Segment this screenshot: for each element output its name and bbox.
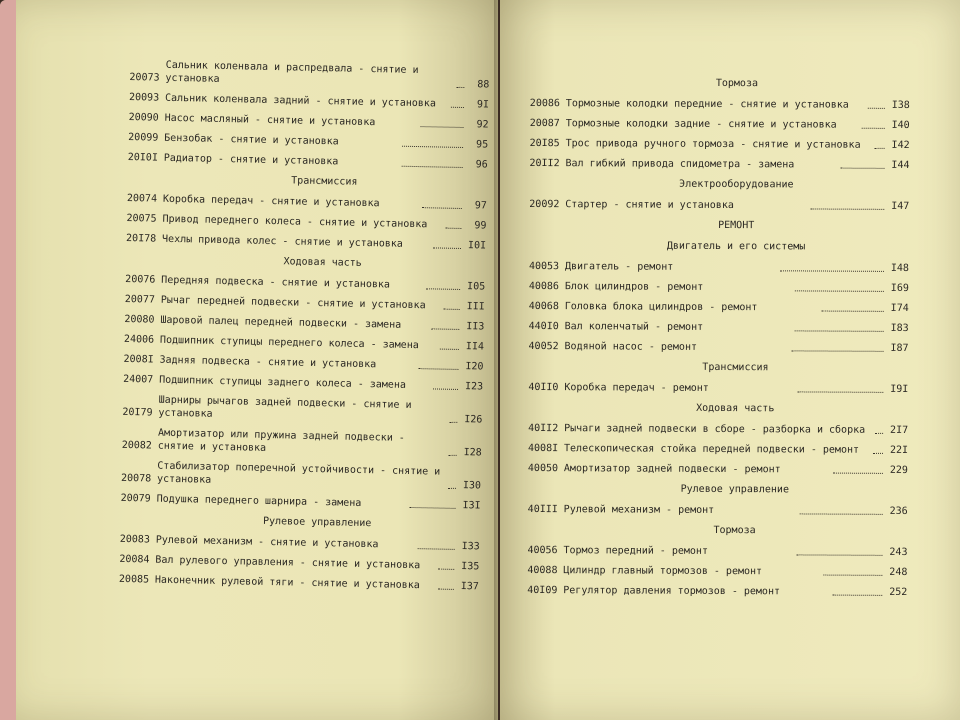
section-heading: Тормоза xyxy=(713,524,756,537)
toc-entry xyxy=(121,459,481,493)
toc-section xyxy=(119,512,480,594)
entry-page-number: 252 xyxy=(889,586,908,598)
toc-entry xyxy=(529,260,909,275)
entry-code: 40III xyxy=(527,503,558,516)
entry-page-number: III xyxy=(466,301,485,313)
leader-dots xyxy=(449,422,457,423)
entry-title: Задняя подвеска - снятие и установка xyxy=(159,354,377,371)
entry-page-number: 96 xyxy=(475,159,488,171)
entry-page-number: I37 xyxy=(460,581,479,593)
entry-code: 40052 xyxy=(528,340,559,353)
toc-entry xyxy=(119,553,479,574)
entry-title: Блок цилиндров - ремонт xyxy=(564,281,704,293)
leader-dots xyxy=(795,330,884,331)
entry-title: Вал коленчатый - ремонт xyxy=(564,321,704,333)
leader-dots xyxy=(824,575,883,576)
entry-title: Стабилизатор поперечной устойчивости - снятие и установка xyxy=(156,460,447,486)
leader-dots xyxy=(422,207,462,209)
leader-dots xyxy=(448,488,456,489)
entry-page-number: I40 xyxy=(891,119,910,131)
right-toc xyxy=(527,70,910,606)
leader-dots xyxy=(874,148,885,149)
leader-dots xyxy=(798,391,884,392)
entry-code: 20074 xyxy=(126,192,158,205)
entry-title: Сальник коленвала и распредвала - снятие и установка xyxy=(165,59,425,85)
entry-title: Головка блока цилиндров - ремонт xyxy=(564,301,758,314)
entry-code: 24007 xyxy=(123,373,154,386)
entry-code: 20I78 xyxy=(125,232,157,245)
entry-code: 40II0 xyxy=(528,381,559,394)
entry-page-number: I83 xyxy=(890,322,909,334)
toc-entry xyxy=(126,232,486,253)
section-heading: Ходовая часть xyxy=(696,402,775,415)
toc-entry xyxy=(528,503,908,518)
entry-title: Подушка переднего шарнира - замена xyxy=(156,493,362,509)
entry-title: Вал рулевого управления - снятие и установка xyxy=(155,554,421,572)
left-toc xyxy=(119,52,490,600)
entry-title: Тормоз передний - ремонт xyxy=(563,545,709,557)
entry-title: Сальник коленвала задний - снятие и установка xyxy=(164,92,437,110)
section-heading: РЕМОНТ xyxy=(718,219,755,232)
leader-dots xyxy=(421,126,464,128)
entry-page-number: I05 xyxy=(466,281,486,293)
entry-title: Амортизатор задней подвески - ремонт xyxy=(563,463,781,476)
toc-section xyxy=(527,523,907,599)
entry-title: Подшипник ступицы заднего колеса - замена xyxy=(159,374,407,391)
entry-title: Подшипник ступицы переднего колеса - замена xyxy=(159,334,419,352)
leader-dots xyxy=(811,208,885,209)
entry-title: Радиатор - снятие и установка xyxy=(163,152,339,168)
leader-dots xyxy=(862,128,885,129)
entry-title: Рычаг передней подвески - снятие и установка xyxy=(160,294,426,312)
leader-dots xyxy=(432,328,460,330)
entry-code: 20093 xyxy=(128,91,160,104)
toc-section xyxy=(528,482,908,518)
toc-entry xyxy=(529,198,909,213)
leader-dots xyxy=(797,554,883,555)
leader-dots xyxy=(822,311,884,312)
entry-code: 20II2 xyxy=(529,157,560,170)
entry-code: 20080 xyxy=(124,313,155,326)
entry-code: 40068 xyxy=(528,300,559,313)
toc-entry xyxy=(125,273,485,294)
entry-code: 440I0 xyxy=(528,320,559,333)
entry-title: Стартер - снятие и установка xyxy=(565,199,734,212)
entry-page-number: 92 xyxy=(476,119,489,131)
entry-code: 20073 xyxy=(129,71,160,84)
toc-entry xyxy=(530,137,910,152)
toc-entry xyxy=(128,151,488,172)
entry-code: 20083 xyxy=(119,533,151,546)
entry-title: Коробка передач - ремонт xyxy=(564,382,709,394)
entry-title: Коробка передач - снятие и установка xyxy=(162,193,380,210)
entry-code: 20082 xyxy=(121,439,152,452)
leader-dots xyxy=(792,350,884,351)
toc-section xyxy=(128,58,490,172)
toc-entry xyxy=(124,333,484,354)
toc-entry xyxy=(121,492,481,513)
entry-page-number: 88 xyxy=(477,79,490,91)
entry-code: 40I09 xyxy=(527,584,558,597)
entry-title: Телескопическая стойка передней подвески - ремонт xyxy=(563,443,860,456)
entry-page-number: I44 xyxy=(891,159,910,171)
entry-title: Рулевой механизм - снятие и установка xyxy=(155,534,379,551)
section-heading: Трансмиссия xyxy=(702,361,769,374)
toc-entry xyxy=(128,131,488,152)
toc-section xyxy=(529,177,909,213)
entry-title: Вал гибкий привода спидометра - замена xyxy=(565,158,795,171)
toc-section xyxy=(528,401,908,477)
leader-dots xyxy=(402,146,463,148)
entry-title: Привод переднего колеса - снятие и установка xyxy=(162,213,428,231)
entry-page-number: I9I xyxy=(890,383,909,395)
entry-title: Рулевой механизм - ремонт xyxy=(563,504,715,516)
toc-entry xyxy=(122,426,482,460)
toc-section xyxy=(126,171,487,253)
leader-dots xyxy=(780,270,884,272)
entry-code: 20075 xyxy=(126,212,157,225)
entry-code: 20087 xyxy=(529,117,560,130)
entry-title: Тормозные колодки передние - снятие и установка xyxy=(565,98,849,111)
entry-page-number: I74 xyxy=(890,302,909,314)
toc-entry xyxy=(529,300,909,315)
entry-page-number: 243 xyxy=(889,546,908,558)
toc-section xyxy=(529,76,909,172)
entry-page-number: II4 xyxy=(465,341,485,353)
entry-page-number: 248 xyxy=(889,566,908,578)
leader-dots xyxy=(433,247,461,249)
leader-dots xyxy=(800,513,883,514)
entry-title: Шарниры рычагов задней подвески - снятие и установка xyxy=(158,394,418,420)
toc-entry xyxy=(129,91,489,112)
section-heading: Электрооборудование xyxy=(679,178,794,191)
entry-page-number: I20 xyxy=(465,361,484,373)
entry-code: 2008I xyxy=(123,353,154,366)
entry-title: Передняя подвеска - снятие и установка xyxy=(161,274,391,291)
entry-page-number: 236 xyxy=(889,505,908,517)
toc-entry xyxy=(120,533,480,554)
entry-code: 4008I xyxy=(527,442,559,455)
entry-code: 40II2 xyxy=(528,422,559,435)
leader-dots xyxy=(410,507,456,509)
entry-title: Водяной насос - ремонт xyxy=(564,341,698,353)
entry-title: Амортизатор или пружина задней подвески - снятие и установка xyxy=(157,427,411,454)
entry-code: 40088 xyxy=(527,564,558,577)
entry-code: 24006 xyxy=(123,333,155,346)
toc-entry xyxy=(123,373,483,394)
leader-dots xyxy=(402,166,463,168)
leader-dots xyxy=(833,473,883,474)
entry-code: 40056 xyxy=(527,544,558,557)
entry-code: 20079 xyxy=(120,492,151,505)
toc-entry xyxy=(127,192,487,213)
leader-dots xyxy=(418,548,455,550)
toc-entry xyxy=(124,313,484,334)
entry-page-number: I0I xyxy=(467,240,487,252)
toc-entry xyxy=(527,544,907,559)
toc-entry xyxy=(128,111,488,132)
leader-dots xyxy=(841,168,885,169)
entry-title: Тормозные колодки задние - снятие и установка xyxy=(565,118,837,131)
toc-entry xyxy=(530,97,910,112)
entry-code: 20I85 xyxy=(529,137,560,150)
toc-entry xyxy=(527,564,907,579)
leader-dots xyxy=(795,290,884,291)
entry-code: 40050 xyxy=(527,462,559,475)
toc-section xyxy=(529,239,910,355)
leader-dots xyxy=(439,569,455,570)
toc-entry xyxy=(527,584,907,599)
entry-page-number: I23 xyxy=(464,381,484,393)
entry-code: 20086 xyxy=(529,97,560,110)
entry-code: 20092 xyxy=(529,198,560,211)
leader-dots xyxy=(868,108,885,109)
entry-code: 20078 xyxy=(120,472,152,485)
toc-entry xyxy=(528,442,908,457)
entry-page-number: I35 xyxy=(461,561,480,573)
entry-page-number: I87 xyxy=(890,342,909,354)
toc-entry xyxy=(129,58,489,92)
entry-page-number: I28 xyxy=(463,447,482,459)
entry-code: 20077 xyxy=(124,293,156,306)
entry-code: 40053 xyxy=(528,260,560,273)
leader-dots xyxy=(433,388,458,390)
leader-dots xyxy=(426,288,460,290)
entry-page-number: 22I xyxy=(889,444,909,456)
entry-title: Регулятор давления тормозов - ремонт xyxy=(563,585,781,598)
entry-title: Шаровой палец передней подвески - замена xyxy=(160,314,402,331)
toc-entry xyxy=(122,393,482,427)
entry-page-number: 2I7 xyxy=(890,424,909,436)
leader-dots xyxy=(440,349,459,350)
section-heading: Двигатель и его системы xyxy=(666,240,806,253)
entry-title: Двигатель - ремонт xyxy=(564,261,674,273)
toc-entry xyxy=(125,293,485,314)
leader-dots xyxy=(875,433,883,434)
section-heading: Ходовая часть xyxy=(283,256,362,269)
entry-title: Бензобак - снятие и установка xyxy=(164,132,339,148)
entry-page-number: I33 xyxy=(461,541,480,553)
entry-code: 40086 xyxy=(528,280,560,293)
leader-dots xyxy=(449,455,457,456)
entry-code: 20099 xyxy=(128,131,159,144)
toc-section xyxy=(528,360,908,396)
leader-dots xyxy=(456,87,464,88)
toc-entry xyxy=(123,353,483,374)
section-heading: Рулевое управление xyxy=(680,483,790,496)
entry-page-number: 9I xyxy=(476,99,490,111)
entry-title: Цилиндр главный тормозов - ремонт xyxy=(563,565,763,578)
right-page xyxy=(500,0,960,720)
section-heading: Трансмиссия xyxy=(291,175,358,188)
toc-entry xyxy=(119,573,479,594)
toc-entry xyxy=(528,422,908,437)
entry-page-number: 99 xyxy=(474,220,487,232)
entry-page-number: II3 xyxy=(466,321,485,333)
leader-dots xyxy=(446,228,462,229)
entry-page-number: I48 xyxy=(890,262,909,274)
book-cover-edge xyxy=(0,0,16,720)
toc-entry xyxy=(528,462,908,477)
entry-page-number: 229 xyxy=(889,464,908,476)
entry-code: 20I0I xyxy=(127,151,159,164)
entry-title: Рычаги задней подвески в сборе - разборка и сборка xyxy=(564,423,866,436)
toc-entry xyxy=(529,320,909,335)
entry-page-number: I38 xyxy=(891,99,910,111)
entry-page-number: I47 xyxy=(891,200,910,212)
entry-page-number: I26 xyxy=(464,414,483,426)
entry-page-number: 95 xyxy=(475,139,489,151)
leader-dots xyxy=(833,595,883,596)
entry-title: Трос привода ручного тормоза - снятие и установка xyxy=(565,138,861,151)
entry-title: Насос масляный - снятие и установка xyxy=(164,112,376,129)
toc-section xyxy=(121,252,486,512)
entry-page-number: I69 xyxy=(890,282,909,294)
toc-entry xyxy=(530,117,910,132)
leader-dots xyxy=(873,453,884,454)
leader-dots xyxy=(444,309,460,310)
toc-entry xyxy=(529,157,909,172)
toc-entry xyxy=(529,340,909,355)
entry-title: Чехлы привода колес - снятие и установка xyxy=(161,233,403,250)
toc-entry xyxy=(528,381,908,396)
entry-page-number: I3I xyxy=(462,500,481,512)
entry-code: 20076 xyxy=(125,273,156,286)
leader-dots xyxy=(438,589,454,590)
section-heading: Тормоза xyxy=(715,77,759,90)
section-heading: Рулевое управление xyxy=(262,515,372,530)
leader-dots xyxy=(451,107,464,108)
entry-code: 20085 xyxy=(118,573,150,586)
toc-entry xyxy=(126,212,486,233)
entry-page-number: I30 xyxy=(462,480,482,492)
entry-title: Наконечник рулевой тяги - снятие и установка xyxy=(154,574,420,592)
toc-entry xyxy=(529,280,909,295)
entry-code: 20084 xyxy=(119,553,150,566)
entry-page-number: 97 xyxy=(474,200,487,212)
entry-code: 20I79 xyxy=(122,406,153,419)
entry-page-number: I42 xyxy=(891,139,910,151)
toc-section xyxy=(529,218,909,233)
leader-dots xyxy=(419,368,459,370)
entry-code: 20090 xyxy=(128,111,159,124)
